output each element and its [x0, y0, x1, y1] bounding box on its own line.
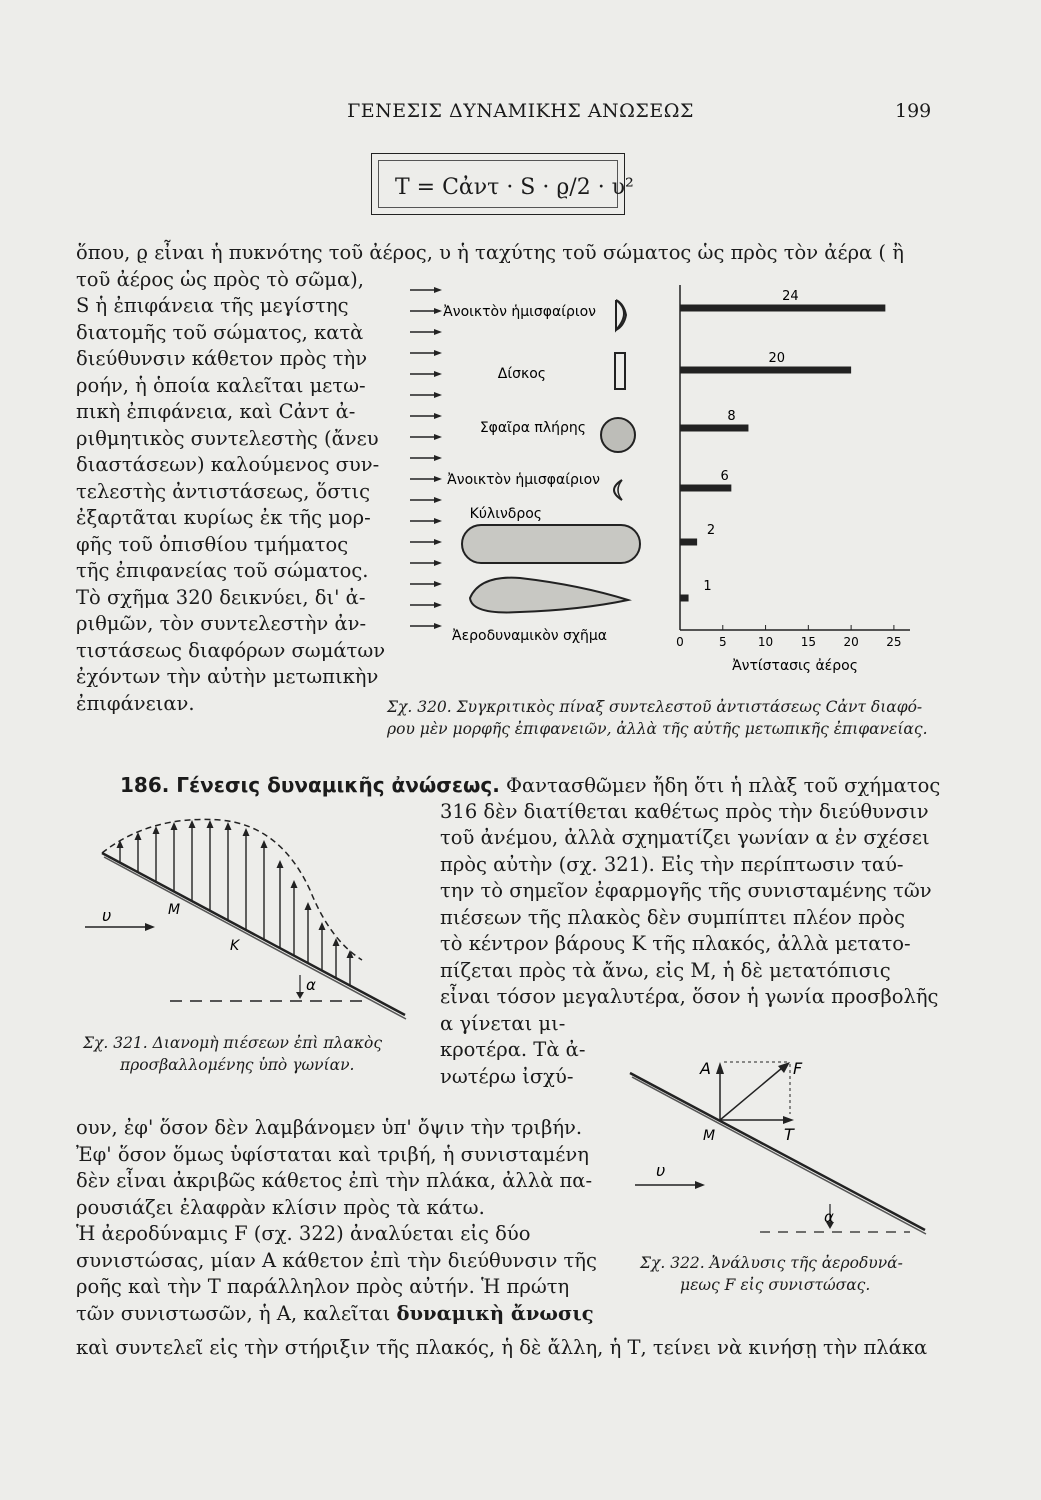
x-tick-label-3: 15 — [800, 635, 816, 649]
fig320-caption-2: ρου μὲν μορφῆς ἐπιφανειῶν, ἀλλὰ τῆς αὐτῆς μετωπικῆς ἐπιφανείας. — [387, 720, 928, 738]
bar-5 — [680, 595, 689, 602]
x-tick-label-4: 20 — [843, 635, 859, 649]
airflow-arrow-head — [434, 371, 442, 377]
label-T: Τ — [784, 1125, 794, 1144]
disk-shape — [615, 353, 625, 389]
bar-value-label-5: 1 — [703, 579, 712, 594]
label-alpha: α — [306, 976, 316, 994]
fig321-caption-2: προσβαλλομένης ὑπὸ γωνίαν. — [120, 1056, 355, 1074]
airflow-arrow-head — [434, 392, 442, 398]
airflow-arrow-head — [434, 413, 442, 419]
label-v: υ — [102, 906, 112, 925]
body-line: πίζεται πρὸς τὰ ἄνω, εἰς Μ, ἡ δὲ μετατόπισις — [440, 958, 891, 982]
intro-line: ριθμητικὸς συντελεστὴς (ἄνευ — [76, 426, 379, 450]
section-first-line — [120, 772, 940, 800]
ticks-group — [676, 625, 901, 649]
bar-value-label-2: 8 — [727, 409, 736, 424]
airflow-arrows — [410, 287, 442, 629]
label-F: F — [793, 1059, 803, 1078]
section-bold-line — [76, 1301, 594, 1328]
cylinder-shape — [462, 525, 640, 563]
body-line: κροτέρα. Τὰ ἀ- — [440, 1038, 586, 1061]
pressure-arrow-head — [277, 860, 284, 868]
category-label-airfoil: Ἀεροδυναμικὸν σχῆμα — [452, 628, 608, 644]
body-line: Ἐφ' ὅσον ὅμως ὑφίσταται καὶ τριβή, ἡ συνισταμένη — [76, 1142, 589, 1166]
body-line: δὲν εἶναι ἀκριβῶς κάθετος ἐπὶ τὴν πλάκα, ἀλλὰ πα- — [76, 1169, 593, 1192]
label-M: Μ — [703, 1128, 716, 1144]
body-line: τὸ κέντρον βάρους Κ τῆς πλακός, ἀλλὰ μετατο- — [440, 932, 911, 955]
intro-line: τοῦ ἀέρος ὡς πρὸς τὸ σῶμα), — [76, 267, 364, 291]
figure-322 — [620, 1040, 940, 1240]
airflow-arrow-head — [434, 287, 442, 293]
bold-line-prefix: τῶν συνιστωσῶν, ἡ Α, καλεῖται — [76, 1301, 391, 1325]
pressure-arrow-head — [261, 840, 268, 848]
x-axis-label: Ἀντίστασις ἀέρος — [732, 658, 858, 674]
intro-line: Τὸ σχῆμα 320 δεικνύει, δι' ἀ- — [76, 585, 366, 609]
label-A: Α — [700, 1059, 711, 1078]
airflow-arrow-head — [434, 623, 442, 629]
page-number: 199 — [895, 100, 932, 122]
fig321-caption-1: Σχ. 321. Διανομὴ πιέσεων ἐπὶ πλακὸς — [83, 1034, 383, 1052]
running-header: ΓΕΝΕΣΙΣ ΔΥΝΑΜΙΚΗΣ ΑΝΩΣΕΩΣ — [347, 100, 694, 122]
intro-column — [76, 267, 385, 718]
airflow-arrow-head — [434, 539, 442, 545]
intro-line: S ἡ ἐπιφάνεια τῆς μεγίστης — [76, 294, 349, 317]
pressure-arrow-head — [225, 822, 232, 830]
figure-321 — [80, 810, 420, 1030]
airflow-arrow-head — [434, 455, 442, 461]
intro-line: ἐξαρτᾶται κυρίως ἐκ τῆς μορ- — [76, 506, 371, 529]
body-line: εἶναι τόσον μεγαλυτέρα, ὅσον ἡ γωνία προσβολῆς — [440, 985, 939, 1008]
plate-line — [630, 1073, 925, 1230]
body-line: τοῦ ἀνέμου, ἀλλὰ σχηματίζει γωνίαν α ἐν σχέσει — [440, 826, 930, 849]
bar-1 — [680, 367, 851, 374]
intro-line: διεύθυνσιν κάθετον πρὸς τὴν — [76, 347, 368, 370]
body-line: νωτέρω ἰσχύ- — [440, 1064, 574, 1088]
airflow-arrow-head — [434, 581, 442, 587]
bar-value-label-0: 24 — [782, 289, 799, 304]
x-tick-label-1: 5 — [718, 635, 727, 649]
airflow-arrow-head — [434, 476, 442, 482]
fig320-caption-1: Σχ. 320. Συγκριτικὸς πίναξ συντελεστοῦ ἀντιστάσεως Cἀντ διαφό- — [387, 698, 923, 716]
category-label-open-hemisphere-2: Ἀνοικτὸν ἡμισφαίριον — [447, 472, 600, 488]
section-left-column — [76, 1115, 597, 1301]
intro-line: τιστάσεως διαφόρων σωμάτων — [76, 638, 386, 662]
pressure-arrow-head — [135, 832, 142, 840]
intro-first-line: ὅπου, ϱ εἶναι ἡ πυκνότης τοῦ ἀέρος, υ ἡ ταχύτης τοῦ σώματος ὡς πρὸς τὸν ἀέρα ( ἢ — [76, 241, 904, 264]
category-label-sphere: Σφαῖρα πλήρης — [479, 420, 586, 436]
body-line: την τὸ σημεῖον ἐφαρμογῆς τῆς συνισταμένης τῶν — [440, 879, 932, 902]
bars-group — [680, 289, 885, 602]
airfoil-shape — [470, 578, 628, 613]
airflow-arrow-head — [434, 350, 442, 356]
intro-line: ἐπιφάνειαν. — [76, 691, 195, 715]
x-tick-label-5: 25 — [886, 635, 902, 649]
x-tick-label-2: 10 — [757, 635, 774, 649]
plate-line — [102, 853, 405, 1015]
label-alpha: α — [824, 1208, 834, 1226]
label-K: Κ — [230, 938, 240, 954]
airflow-arrow-head — [434, 560, 442, 566]
airflow-arrow-head — [434, 518, 442, 524]
intro-line: ριθμῶν, τὸν συντελεστὴν ἀν- — [76, 612, 367, 635]
pressure-arrow-head — [243, 828, 250, 836]
airflow-arrow-head — [434, 308, 442, 314]
section-heading: 186. Γένεσις δυναμικῆς ἀνώσεως. — [120, 773, 500, 797]
body-line: πιέσεων τῆς πλακὸς δὲν συμπίπτει πλέον πρὸς — [440, 905, 906, 929]
intro-line: διαστάσεων) καλούμενος συν- — [76, 453, 380, 476]
bar-value-label-4: 2 — [706, 523, 716, 538]
pressure-arrow-head — [291, 880, 298, 888]
pressure-arrow-head — [171, 822, 178, 830]
category-label-cylinder: Κύλινδρος — [469, 506, 542, 522]
fig322-caption-2: μεως F εἰς συνιστώσας. — [680, 1276, 871, 1294]
label-v: υ — [656, 1161, 666, 1180]
pressure-arrow-head — [207, 820, 214, 828]
bar-3 — [680, 485, 731, 492]
x-tick-label-0: 0 — [676, 635, 684, 649]
pressure-arrow-head — [117, 840, 124, 848]
bar-value-label-3: 6 — [720, 469, 729, 484]
section-last-line: καὶ συντελεῖ εἰς τὴν στήριξιν τῆς πλακός, ἡ δὲ ἄλλη, ἡ Τ, τείνει νὰ κινήσῃ τὴν πλάκα — [76, 1336, 928, 1359]
pressure-arrow-head — [319, 922, 326, 930]
dynamic-lift-term: δυναμικὴ ἄνωσις — [396, 1301, 594, 1325]
pressure-arrow-head — [153, 826, 160, 834]
category-label-disk: Δίσκος — [497, 366, 546, 382]
bar-value-label-1: 20 — [768, 351, 785, 366]
intro-line: τελεστὴς ἀντιστάσεως, ὅστις — [76, 479, 371, 503]
airflow-arrow-head — [434, 329, 442, 335]
airflow-arrow-head — [434, 497, 442, 503]
drag-formula: T = Cἀντ · S · ϱ/2 · υ² — [395, 175, 634, 200]
resultant-F — [720, 1068, 782, 1120]
body-line: 316 δὲν διατίθεται καθέτως πρὸς τὴν διεύθυνσιν — [440, 799, 929, 823]
intro-line: τῆς ἐπιφανείας τοῦ σώματος. — [76, 559, 369, 582]
intro-line: ροήν, ἡ ὁποία καλεῖται μετω- — [76, 373, 366, 397]
body-line: συνιστώσας, μίαν Α κάθετον ἐπὶ τὴν διεύθυνσιν τῆς — [76, 1248, 597, 1272]
intro-line: ἐχόντων τὴν αὐτὴν μετωπικὴν — [76, 665, 379, 688]
body-line: ρουσιάζει ἐλαφρὰν κλίσιν πρὸς τὰ κάτω. — [76, 1195, 485, 1219]
label-M: Μ — [168, 902, 181, 918]
bar-4 — [680, 539, 697, 546]
airflow-arrow-head — [434, 602, 442, 608]
body-line: ροῆς καὶ τὴν Τ παράλληλον πρὸς αὐτήν. Ἡ πρώτη — [76, 1275, 570, 1298]
pressure-arrow-head — [305, 902, 312, 910]
figure-320 — [400, 280, 940, 680]
intro-line: φῆς τοῦ ὀπισθίου τμήματος — [76, 532, 349, 556]
body-line: Ἡ ἀεροδύναμις F (σχ. 322) ἀναλύεται εἰς δύο — [76, 1222, 531, 1245]
category-label-open-hemisphere: Ἀνοικτὸν ἡμισφαίριον — [443, 304, 596, 320]
fig322-caption-1: Σχ. 322. Ἀνάλυσις τῆς ἀεροδυνά- — [640, 1254, 903, 1272]
bar-0 — [680, 305, 885, 312]
body-line: πρὸς αὐτὴν (σχ. 321). Εἰς τὴν περίπτωσιν ταύ- — [440, 852, 904, 876]
pressure-arrows — [117, 820, 354, 986]
pressure-arrow-head — [189, 820, 196, 828]
sphere-shape — [601, 418, 635, 452]
body-line: ουν, ἐφ' ὅσον δὲν λαμβάνομεν ὑπ' ὄψιν τὴν τριβήν. — [76, 1116, 583, 1139]
airflow-arrow-head — [434, 434, 442, 440]
section-first-line-rest: Φαντασθῶμεν ἤδη ὅτι ἡ πλὰξ τοῦ σχήματος — [506, 774, 941, 797]
intro-line: διατομῆς τοῦ σώματος, κατὰ — [76, 320, 364, 344]
bar-2 — [680, 425, 748, 432]
body-line: α γίνεται μι- — [440, 1011, 566, 1035]
intro-line: πικὴ ἐπιφάνεια, καὶ Cἀντ ἀ- — [76, 400, 356, 423]
